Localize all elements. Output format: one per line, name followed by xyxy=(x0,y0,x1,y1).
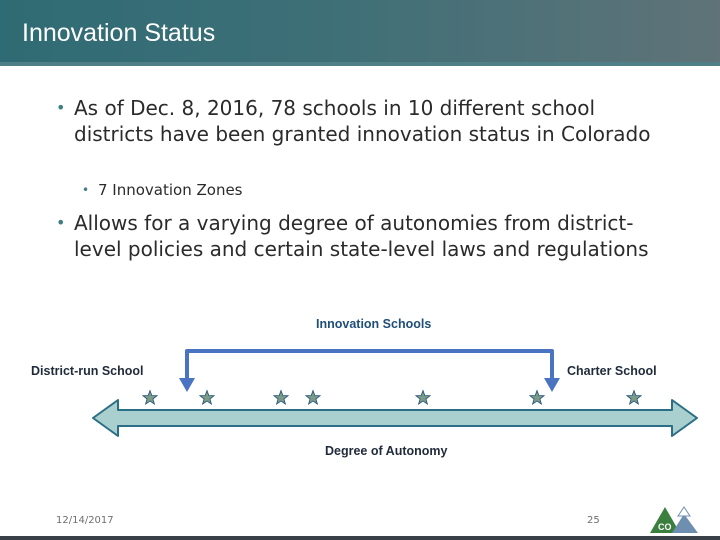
charter-school-label: Charter School xyxy=(567,364,657,378)
star-icon xyxy=(627,391,641,405)
star-icon xyxy=(143,391,157,405)
bullet-dot-icon: • xyxy=(56,98,66,117)
slide-title: Innovation Status xyxy=(22,19,216,47)
sub-bullet-text: 7 Innovation Zones xyxy=(98,181,243,199)
district-run-label: District-run School xyxy=(31,364,144,378)
bracket-arrow-left xyxy=(179,378,195,392)
star-icon xyxy=(416,391,430,405)
bullet-text: Allows for a varying degree of autonomies from district-level policies and certain state-level laws and regulations xyxy=(74,211,649,261)
page-number: 25 xyxy=(587,515,600,526)
autonomy-diagram xyxy=(0,300,720,480)
autonomy-double-arrow xyxy=(93,400,697,436)
star-icon xyxy=(200,391,214,405)
star-icon xyxy=(306,391,320,405)
bullet-dot-icon: • xyxy=(56,213,66,232)
colorado-logo xyxy=(648,502,700,534)
footer-date: 12/14/2017 xyxy=(56,515,114,526)
bracket-arrow-right xyxy=(544,378,560,392)
star-icon xyxy=(274,391,288,405)
bullet-text: As of Dec. 8, 2016, 78 schools in 10 different school districts have been granted innovation status in Colorado xyxy=(74,96,651,146)
degree-of-autonomy-label: Degree of Autonomy xyxy=(325,444,448,458)
bottom-strip xyxy=(0,536,720,540)
innovation-bracket xyxy=(187,351,552,381)
sub-bullet-item xyxy=(82,180,243,200)
innovation-schools-label: Innovation Schools xyxy=(316,317,432,331)
bullet-item xyxy=(56,95,676,147)
title-bar xyxy=(0,0,720,66)
diagram-graphics xyxy=(0,300,720,480)
bullet-item xyxy=(56,210,676,262)
bullet-dot-icon: • xyxy=(82,183,90,197)
star-group xyxy=(143,391,641,405)
logo-text: CO xyxy=(658,522,672,532)
star-icon xyxy=(530,391,544,405)
title-rule xyxy=(0,62,720,66)
